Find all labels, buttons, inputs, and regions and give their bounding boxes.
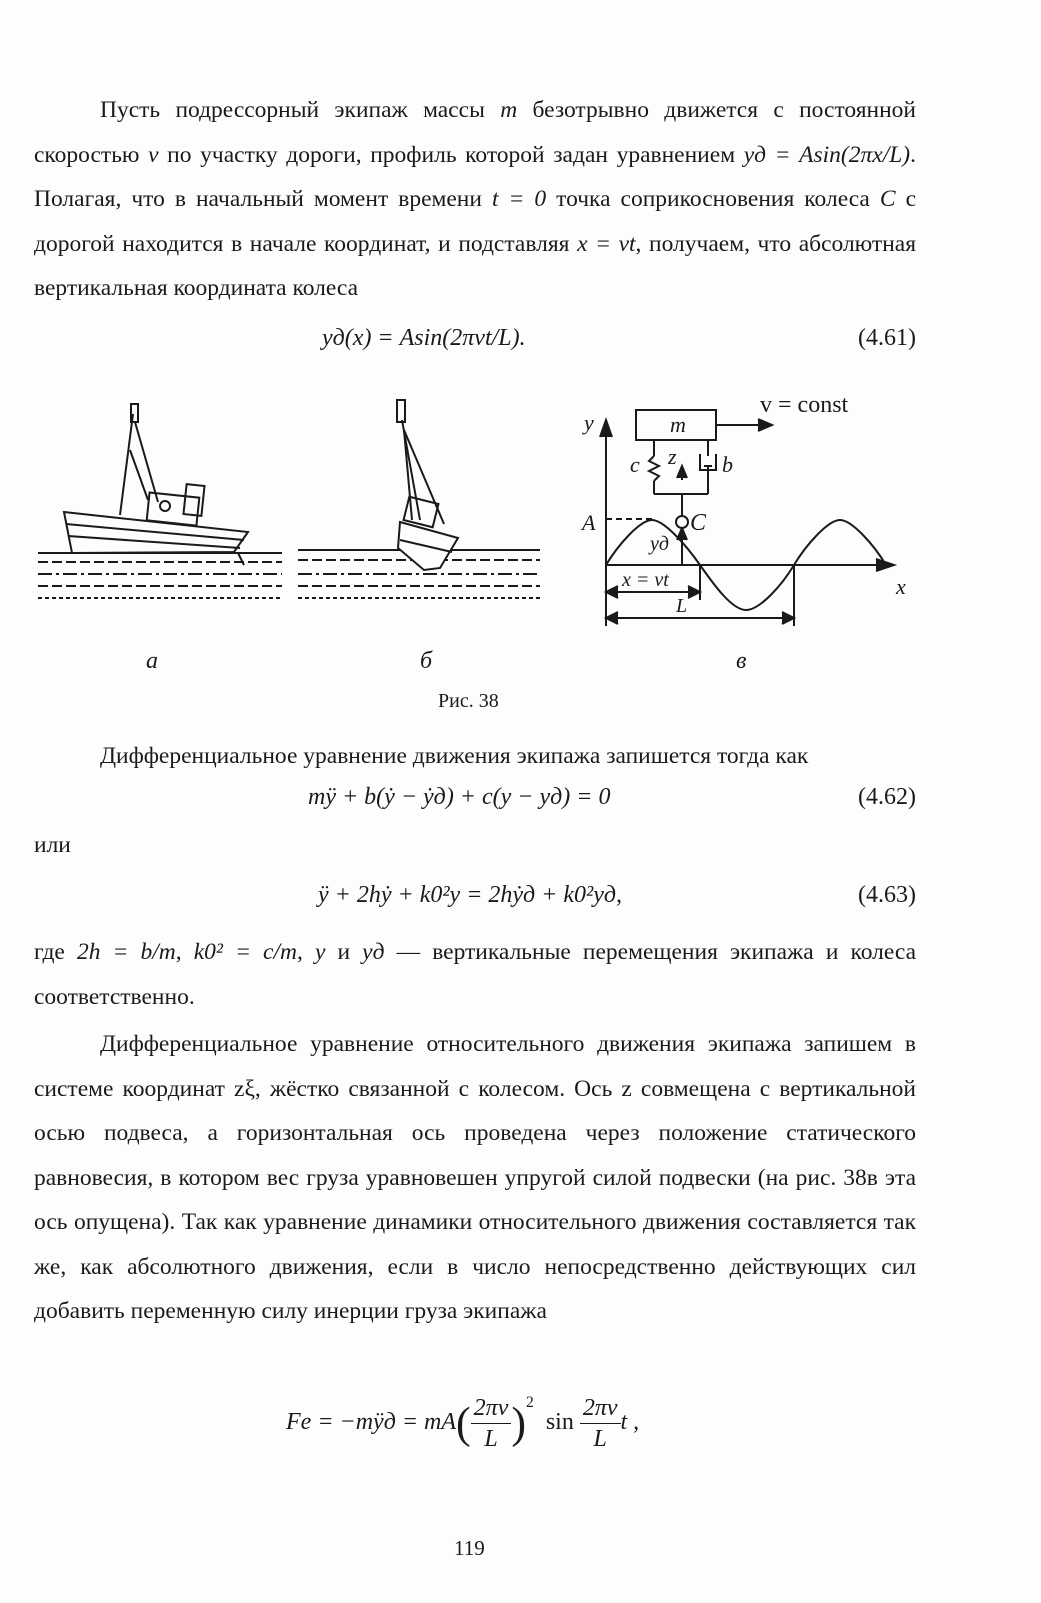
text: — вертикальные перемещения экипажа и колеса соответственно. (34, 939, 917, 1010)
fe-left: Fe = −mÿд = mA (286, 1409, 457, 1435)
label-z: z (668, 444, 677, 469)
math-y: y (314, 939, 326, 965)
fraction-2 (580, 1393, 621, 1454)
equation-number-4-62: (4.62) (858, 784, 916, 810)
fraction-denominator: L (593, 1425, 607, 1452)
text: и (325, 939, 363, 965)
inline-equation: yд = Asin(2πx/L) (743, 141, 911, 168)
math-m: m (500, 97, 518, 123)
label-A: A (582, 510, 596, 535)
paragraph-3 (34, 930, 916, 1019)
paragraph-2: Дифференциальное уравнение движения экипажа запишется тогда как (100, 743, 809, 769)
figure-caption: Рис. 38 (438, 690, 499, 712)
label-v-const: v = const (760, 392, 849, 418)
equation-4-63: ÿ + 2hẏ + k0²y = 2hẏд + k0²yд, (318, 882, 623, 908)
label-L: L (676, 595, 688, 617)
inline-equation: k0² = c/m (193, 939, 297, 965)
math-t: t = 0 (491, 186, 547, 212)
fraction-numerator: 2πv (580, 1393, 621, 1424)
page-number: 119 (454, 1536, 485, 1560)
fraction-denominator: L (484, 1425, 498, 1452)
text: точка соприкосновения колеса (546, 186, 880, 212)
equation-4-61: yд(x) = Asin(2πvt/L). (322, 325, 526, 351)
label-yd: yд (650, 533, 669, 555)
subfigure-label-b: б (420, 648, 433, 674)
suspension-scheme (600, 410, 894, 626)
text: по участку дороги, профиль которой задан уравнением (158, 141, 744, 168)
fe-t: t , (620, 1409, 640, 1435)
label-c: c (630, 452, 640, 477)
math-yd: yд (362, 939, 385, 965)
text: , (175, 939, 194, 965)
text: , (296, 939, 315, 965)
math-C: C (879, 186, 896, 212)
inline-equation: 2h = b/m (76, 939, 176, 965)
fraction-numerator: 2πv (471, 1393, 512, 1424)
fraction-1 (471, 1393, 512, 1454)
label-b: b (722, 452, 733, 477)
text-ili: или (34, 832, 71, 858)
text: где (34, 939, 77, 965)
text: , получаем, что абсолютная вертикальная координата колеса (34, 230, 917, 301)
figure-38 (0, 380, 1041, 690)
equation-4-62: mÿ + b(ẏ − ẏд) + c(y − yд) = 0 (308, 784, 611, 810)
text: безотрывно движется с постоянной скоростью (34, 97, 916, 168)
label-xvt: x = vt (622, 569, 669, 591)
label-y: y (584, 410, 594, 435)
boat-tilted (38, 404, 282, 598)
equation-number-4-63: (4.63) (858, 882, 916, 908)
label-m: m (670, 412, 686, 437)
text: с дорогой находится в начале координат, и подставляя (34, 186, 917, 257)
subfigure-label-v: в (736, 648, 747, 674)
subfigure-label-a: а (146, 648, 158, 674)
equation-number-4-61: (4.61) (858, 325, 916, 351)
paragraph-4: Дифференциальное уравнение относительного движения экипажа запишем в системе координат zξ, жёстко связанной с колесом. Ось z совмещена с вертикальной осью подвеса, а горизонтальная ось проведена через положение статического равновесия, в котором вес груза уравновешен упругой силой подвески (на рис. 38в эта ось опущена). Так как уравнение динамики относительного движения составляется так же, как абсолютного движения, если в число непосредственно действующих сил добавить переменную силу инерции груза экипажа (34, 1031, 916, 1324)
fe-sin: sin (545, 1409, 574, 1435)
text: . Полагая, что в начальный момент времени (34, 141, 917, 212)
math-v: v (148, 141, 159, 168)
label-x: x (896, 574, 906, 599)
math-xvt: x = vt (577, 230, 636, 257)
equation-fe: Fe = −mÿд = mA( $\frac{2\pi v}{L}$ )$^2$ sin $\frac{2\pi v}{L}$ t , (286, 1394, 640, 1452)
text: Пусть подрессорный экипаж массы (100, 97, 501, 123)
paragraph-1 (34, 88, 916, 311)
boat-front (298, 400, 540, 598)
label-C: C (690, 510, 707, 536)
